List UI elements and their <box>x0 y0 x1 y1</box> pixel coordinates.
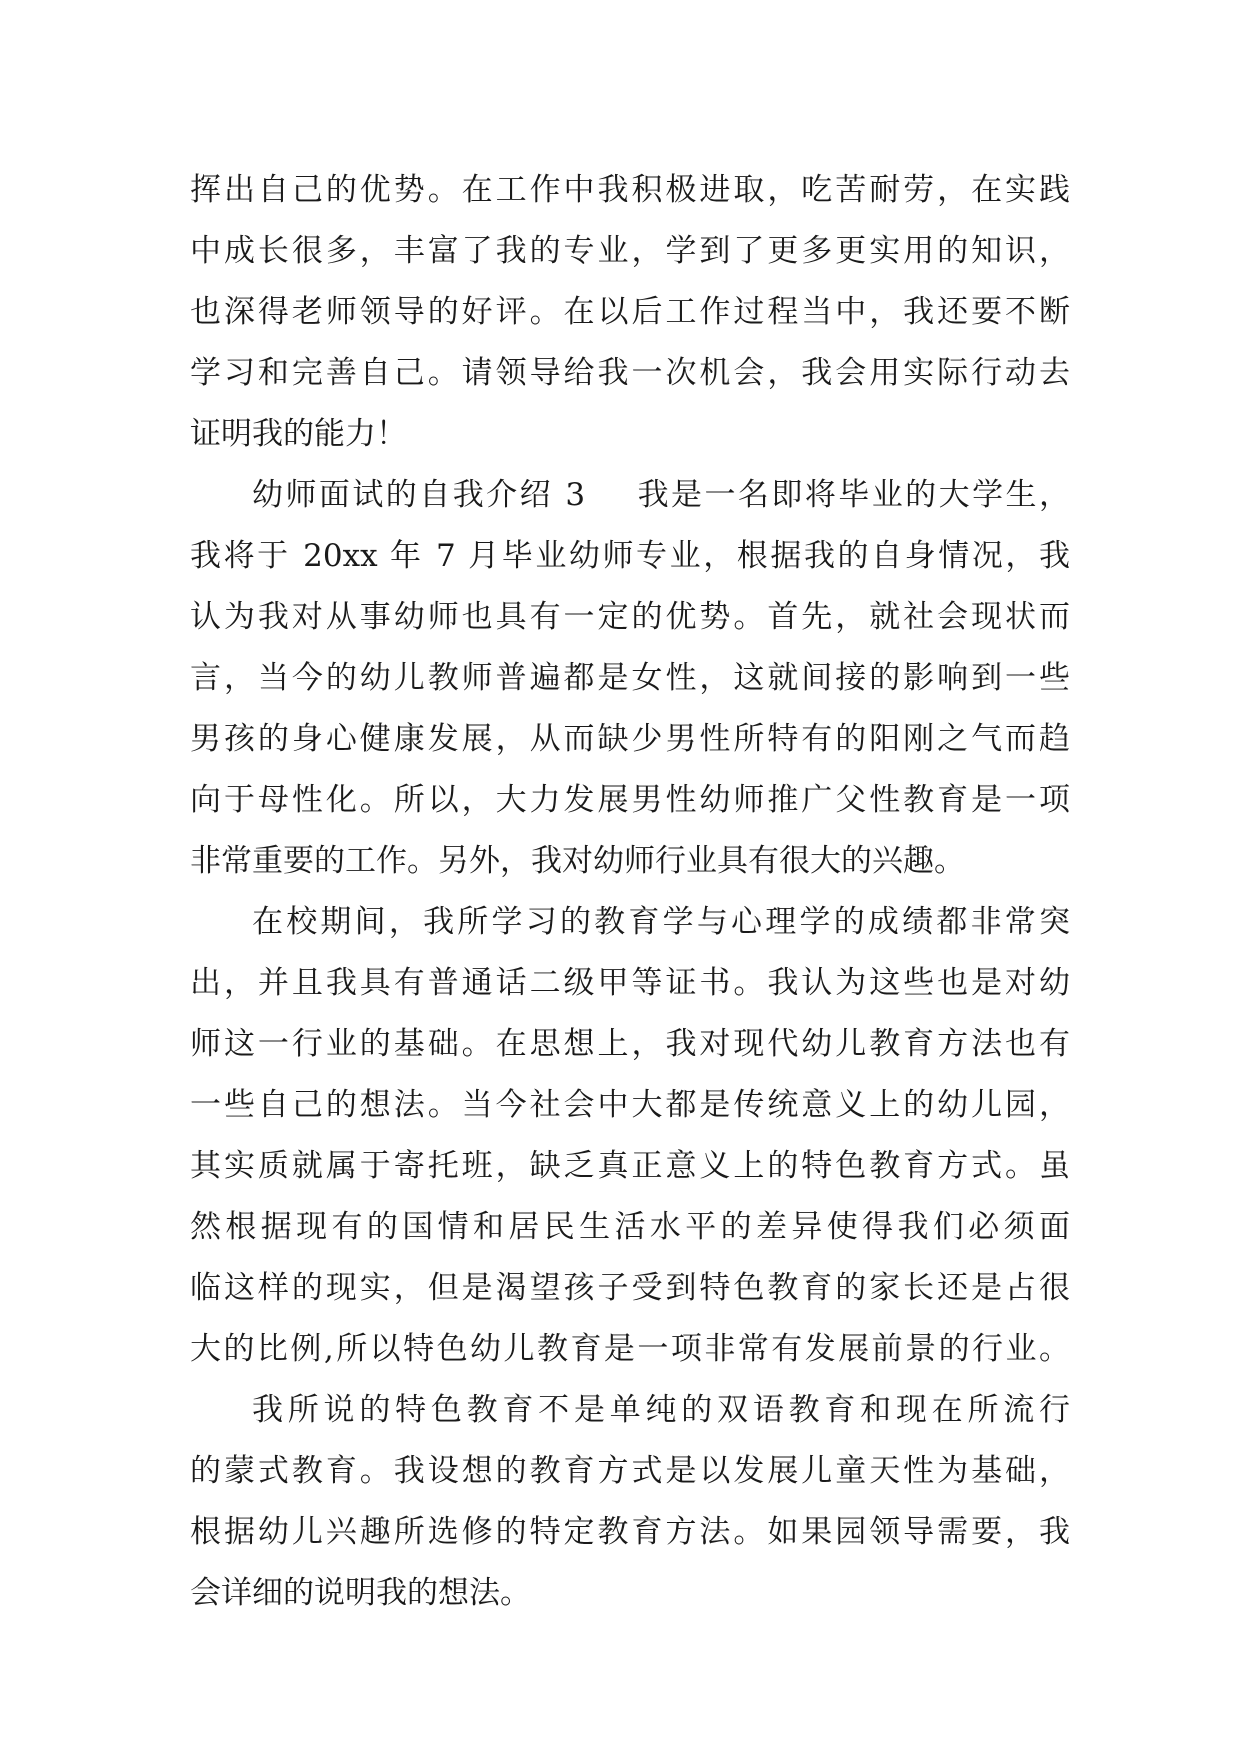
paragraph-line: 会详细的说明我的想法。 <box>190 1575 531 1611</box>
paragraph-line: 言，当今的幼儿教师普遍都是女性，这就间接的影响到一些 <box>190 660 1070 696</box>
paragraph-line: 中成长很多，丰富了我的专业，学到了更多更实用的知识， <box>190 233 1070 269</box>
paragraph-line: 我将于 20xx 年 7 月毕业幼师专业，根据我的自身情况，我 <box>190 538 1070 574</box>
section-heading: 幼师面试的自我介绍 3 <box>252 477 586 513</box>
paragraph-line: 学习和完善自己。请领导给我一次机会，我会用实际行动去 <box>190 355 1070 391</box>
paragraph-line: 师这一行业的基础。在思想上，我对现代幼儿教育方法也有 <box>190 1026 1070 1062</box>
paragraph-line: 认为我对从事幼师也具有一定的优势。首先，就社会现状而 <box>190 599 1070 635</box>
section-heading-line <box>190 465 1070 526</box>
paragraph-line: 证明我的能力！ <box>190 416 407 452</box>
paragraph-line: 男孩的身心健康发展，从而缺少男性所特有的阳刚之气而趋 <box>190 721 1070 757</box>
paragraph-line: 在校期间，我所学习的教育学与心理学的成绩都非常突 <box>252 904 1070 940</box>
paragraph-line: 也深得老师领导的好评。在以后工作过程当中，我还要不断 <box>190 294 1070 330</box>
document-body <box>190 160 1070 1624</box>
paragraph-line: 我所说的特色教育不是单纯的双语教育和现在所流行 <box>252 1392 1070 1428</box>
paragraph-line: 大的比例,所以特色幼儿教育是一项非常有发展前景的行业。 <box>190 1331 1070 1367</box>
paragraph-line: 出，并且我具有普通话二级甲等证书。我认为这些也是对幼 <box>190 965 1070 1001</box>
paragraph-line: 其实质就属于寄托班，缺乏真正意义上的特色教育方式。虽 <box>190 1148 1070 1184</box>
paragraph-line: 临这样的现实，但是渴望孩子受到特色教育的家长还是占很 <box>190 1270 1070 1306</box>
paragraph-line: 然根据现有的国情和居民生活水平的差异使得我们必须面 <box>190 1209 1070 1245</box>
paragraph-line: 向于母性化。所以，大力发展男性幼师推广父性教育是一项 <box>190 782 1070 818</box>
paragraph-line: 根据幼儿兴趣所选修的特定教育方法。如果园领导需要，我 <box>190 1514 1070 1550</box>
paragraph-line: 一些自己的想法。当今社会中大都是传统意义上的幼儿园， <box>190 1087 1070 1123</box>
paragraph-line-start: 我是一名即将毕业的大学生， <box>635 477 1070 513</box>
paragraph-line: 挥出自己的优势。在工作中我积极进取，吃苦耐劳，在实践 <box>190 172 1070 208</box>
paragraph-line: 非常重要的工作。另外，我对幼师行业具有很大的兴趣。 <box>190 843 965 879</box>
paragraph-line: 的蒙式教育。我设想的教育方式是以发展儿童天性为基础， <box>190 1453 1070 1489</box>
